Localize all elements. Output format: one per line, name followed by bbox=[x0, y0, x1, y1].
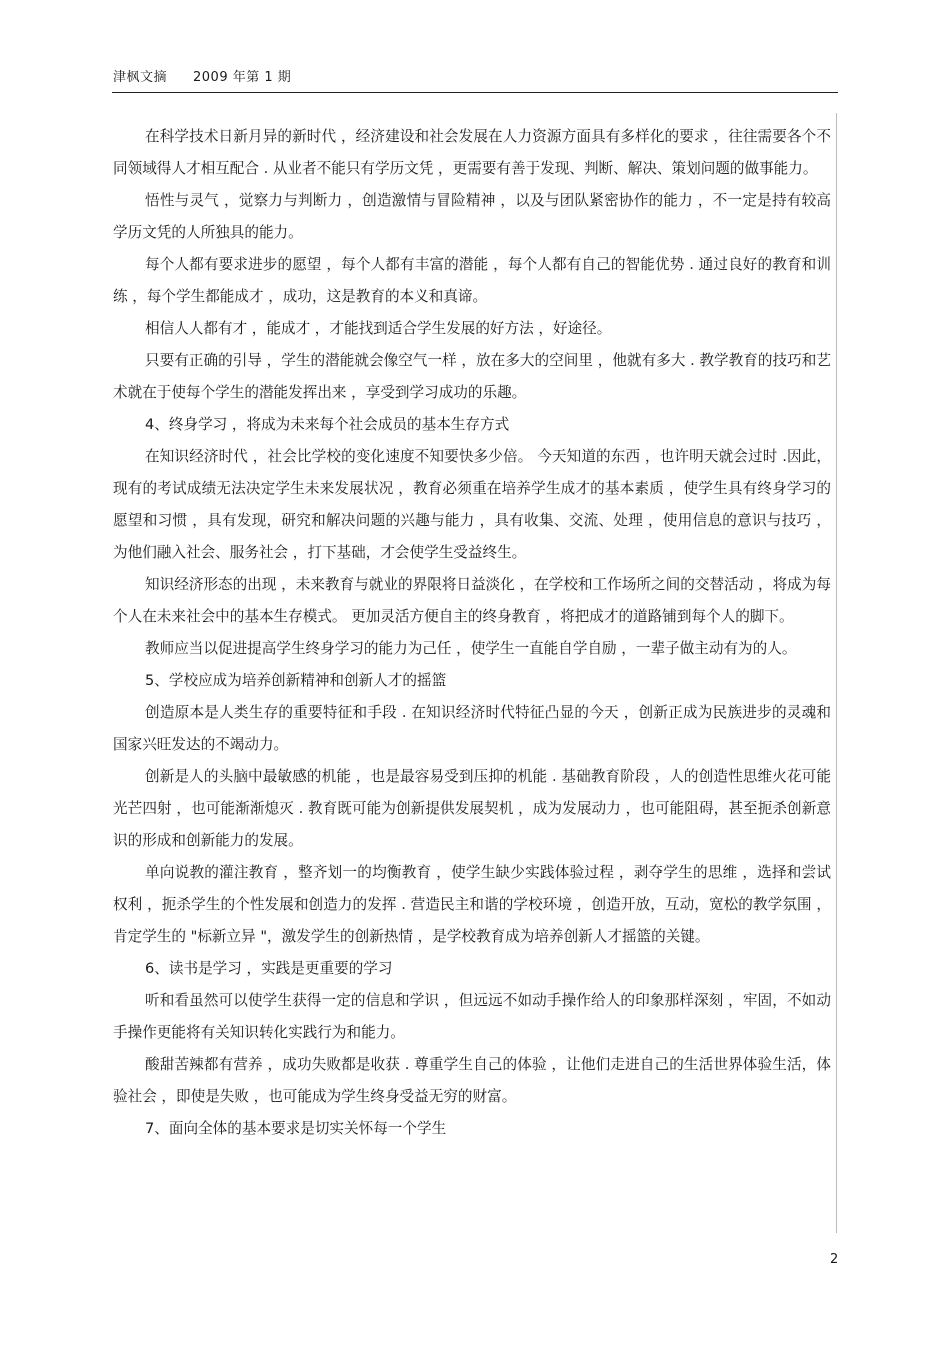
paragraph: 听和看虽然可以使学生获得一定的信息和学识 ，但远远不如动手操作给人的印象那样深刻 ，牢固，不如动手操作更能将有关知识转化实践行为和能力。 bbox=[113, 992, 831, 1041]
section-heading: 5、学校应成为培养创新精神和创新人才的摇篮 bbox=[145, 672, 447, 689]
paragraph: 创造原本是人类生存的重要特征和手段 . 在知识经济时代特征凸显的今天 ，创新正成为民族进步的灵魂和国家兴旺发达的不竭动力。 bbox=[113, 704, 831, 753]
paragraph: 教师应当以促进提高学生终身学习的能力为己任 ，使学生一直能自学自励 ，一辈子做主动有为的人。 bbox=[145, 640, 797, 657]
journal-name: 津枫文摘 bbox=[113, 70, 168, 85]
page-number: 2 bbox=[830, 1252, 839, 1267]
paragraph: 创新是人的头脑中最敏感的机能 ，也是最容易受到压抑的机能 . 基础教育阶段 ，人的创造性思维火花可能光芒四射 ，也可能渐渐熄灭 . 教育既可能为创新提供发展契机 ，成为发展动力 ，也可能阻碍，甚至扼杀创新意识的形成和创新能力的发展。 bbox=[113, 768, 831, 849]
paragraph: 酸甜苦辣都有营养 ，成功失败都是收获 . 尊重学生自己的体验 ，让他们走进自己的生活世界体验生活，体验社会 ，即使是失败 ，也可能成为学生终身受益无穷的财富。 bbox=[113, 1056, 831, 1105]
paragraph: 每个人都有要求进步的愿望 ，每个人都有丰富的潜能 ，每个人都有自己的智能优势 . 通过良好的教育和训练 ，每个学生都能成才 ，成功，这是教育的本义和真谛。 bbox=[113, 256, 831, 305]
section-heading: 7、面向全体的基本要求是切实关怀每一个学生 bbox=[145, 1120, 447, 1137]
issue-label: 2009 年第 1 期 bbox=[193, 70, 292, 85]
right-margin-line bbox=[836, 113, 837, 1233]
paragraph: 在知识经济时代 ，社会比学校的变化速度不知要快多少倍。 今天知道的东西 ，也许明天就会过时 .因此，现有的考试成绩无法决定学生未来发展状况 ，教育必须重在培养学生成才的基本素质 ，使学生具有终身学习的愿望和习惯 ，具有发现，研究和解决问题的兴趣与能力 ，具有收集、交流、处理 ，使用信息的意识与技巧 ，为他们融入社会、服务社会 ，打下基础，才会使学生受益终生。 bbox=[113, 448, 831, 561]
header-rule bbox=[112, 92, 838, 93]
paragraph: 单向说教的灌注教育 ，整齐划一的均衡教育 ，使学生缺少实践体验过程 ，剥夺学生的思维 ，选择和尝试权利 ，扼杀学生的个性发展和创造力的发挥 . 营造民主和谐的学校环境 ，创造开放，互动，宽松的教学氛围 ，肯定学生的 "标新立异 "，激发学生的创新热情 ，是学校教育成为培养创新人才摇篮的关键。 bbox=[113, 864, 831, 945]
article-body bbox=[113, 121, 831, 1145]
paragraph: 只要有正确的引导 ，学生的潜能就会像空气一样 ，放在多大的空间里 ，他就有多大 . 教学教育的技巧和艺术就在于使每个学生的潜能发挥出来 ，享受到学习成功的乐趣。 bbox=[113, 352, 831, 401]
paragraph: 在科学技术日新月异的新时代 ，经济建设和社会发展在人力资源方面具有多样化的要求 ，往往需要各个不同领域得人才相互配合 . 从业者不能只有学历文凭 ，更需要有善于发现、判断、解决、策划问题的做事能力。 bbox=[113, 128, 831, 177]
paragraph: 悟性与灵气 ，觉察力与判断力 ，创造激情与冒险精神 ，以及与团队紧密协作的能力 ，不一定是持有较高学历文凭的人所独具的能力。 bbox=[113, 192, 831, 241]
running-header bbox=[113, 66, 291, 85]
section-heading: 4、终身学习 ，将成为未来每个社会成员的基本生存方式 bbox=[145, 416, 510, 433]
paragraph: 知识经济形态的出现 ，未来教育与就业的界限将日益淡化 ，在学校和工作场所之间的交替活动 ，将成为每个人在未来社会中的基本生存模式。 更加灵活方便自主的终身教育 ，将把成才的道路铺到每个人的脚下。 bbox=[113, 576, 831, 625]
paragraph: 相信人人都有才 ，能成才 ，才能找到适合学生发展的好方法 ，好途径。 bbox=[145, 320, 612, 337]
section-heading: 6、读书是学习 ，实践是更重要的学习 bbox=[145, 960, 393, 977]
